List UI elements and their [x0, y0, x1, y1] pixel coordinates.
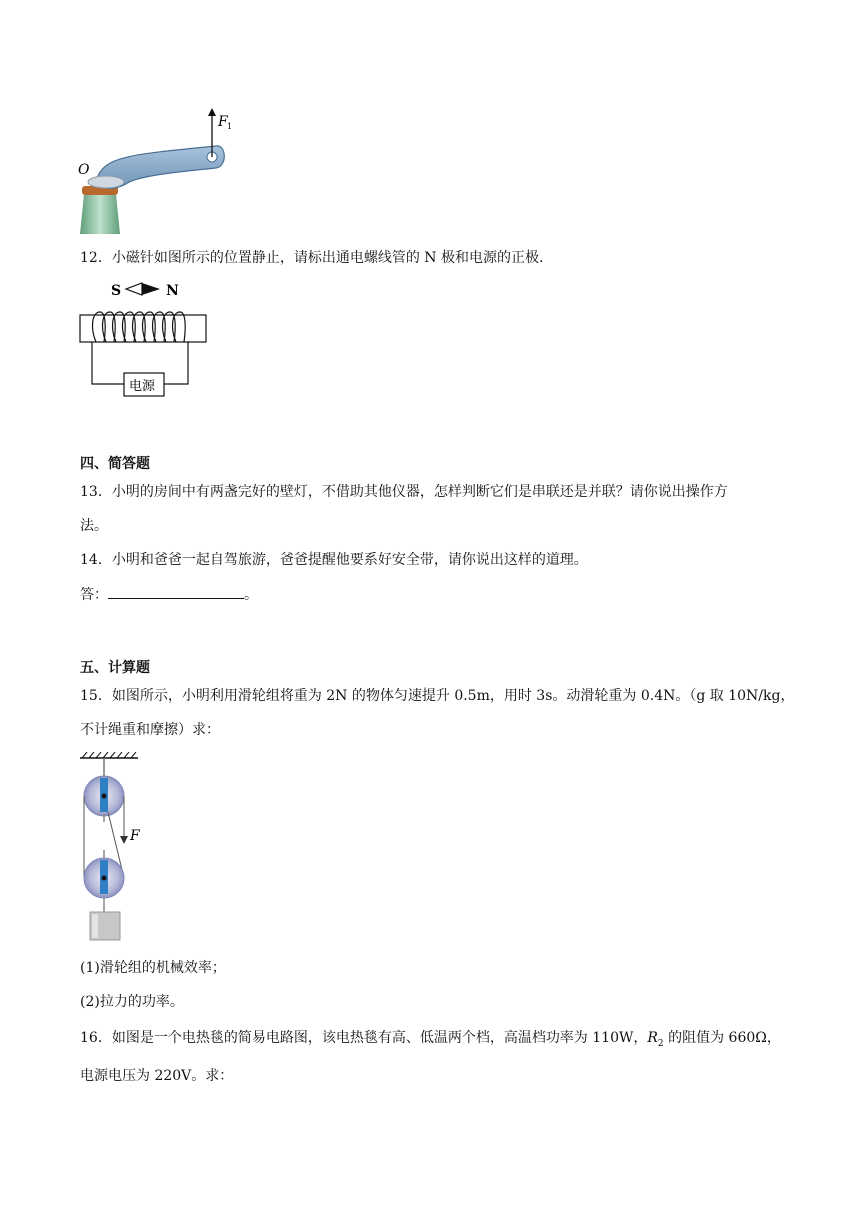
pivot-label: O — [78, 162, 90, 178]
wire-right — [164, 342, 188, 384]
pull-force-label: F — [130, 828, 140, 844]
answer-suffix: 。 — [244, 587, 258, 603]
compass-needle-s — [126, 283, 142, 295]
q16-text-b: 的阻值为 660Ω， — [663, 1030, 781, 1046]
force-label: F — [218, 114, 228, 130]
solenoid-figure — [78, 278, 213, 400]
question-15-part1: (1)滑轮组的机械效率； — [80, 960, 226, 976]
question-15-line1: 15．如图所示，小明利用滑轮组将重为 2N 的物体匀速提升 0.5m，用时 3s。动滑轮重为 0.4N。（g 取 10N/kg， — [80, 688, 795, 704]
question-15-line2: 不计绳重和摩擦）求： — [80, 722, 220, 738]
resistor-subscript: 2 — [657, 1038, 664, 1049]
force-arrowhead — [208, 108, 216, 116]
movable-pulley-axle — [102, 876, 107, 881]
pull-arrowhead — [120, 836, 128, 844]
ceiling-hatch — [82, 752, 136, 758]
question-15-part2: (2)拉力的功率。 — [80, 994, 184, 1010]
compass-needle-n — [142, 283, 160, 295]
section-4-title: 四、简答题 — [80, 456, 150, 472]
lever-figure — [76, 106, 246, 236]
question-16-line1 — [80, 1028, 781, 1054]
question-14-answer — [80, 584, 258, 605]
bottle-neck — [80, 194, 120, 234]
opener-hook — [88, 176, 124, 188]
section-5-title: 五、计算题 — [80, 660, 150, 676]
question-12: 12．小磁针如图所示的位置静止，请标出通电螺线管的 N 极和电源的正极. — [80, 250, 544, 266]
question-13-line2: 法。 — [80, 518, 108, 534]
resistor-symbol: R — [647, 1030, 658, 1046]
question-13-line1: 13．小明的房间中有两盏完好的壁灯，不借助其他仪器，怎样判断它们是串联还是并联？请你说出操作方 — [80, 484, 728, 500]
question-16-line2: 电源电压为 220V。求： — [80, 1068, 234, 1084]
answer-blank[interactable] — [108, 584, 244, 599]
power-source-label: 电源 — [129, 379, 156, 394]
compass-n-label: N — [166, 283, 179, 299]
load-highlight — [92, 914, 98, 938]
force-subscript: 1 — [227, 122, 233, 131]
wire-left — [92, 342, 124, 384]
answer-prefix: 答： — [80, 587, 108, 603]
compass-s-label: S — [111, 283, 122, 299]
fixed-pulley-axle — [102, 794, 107, 799]
pulley-figure — [78, 752, 148, 942]
question-14: 14．小明和爸爸一起自驾旅游，爸爸提醒他要系好安全带，请你说出这样的道理。 — [80, 552, 588, 568]
q16-text-a: 16．如图是一个电热毯的简易电路图，该电热毯有高、低温两个档，高温档功率为 110W， — [80, 1030, 648, 1046]
